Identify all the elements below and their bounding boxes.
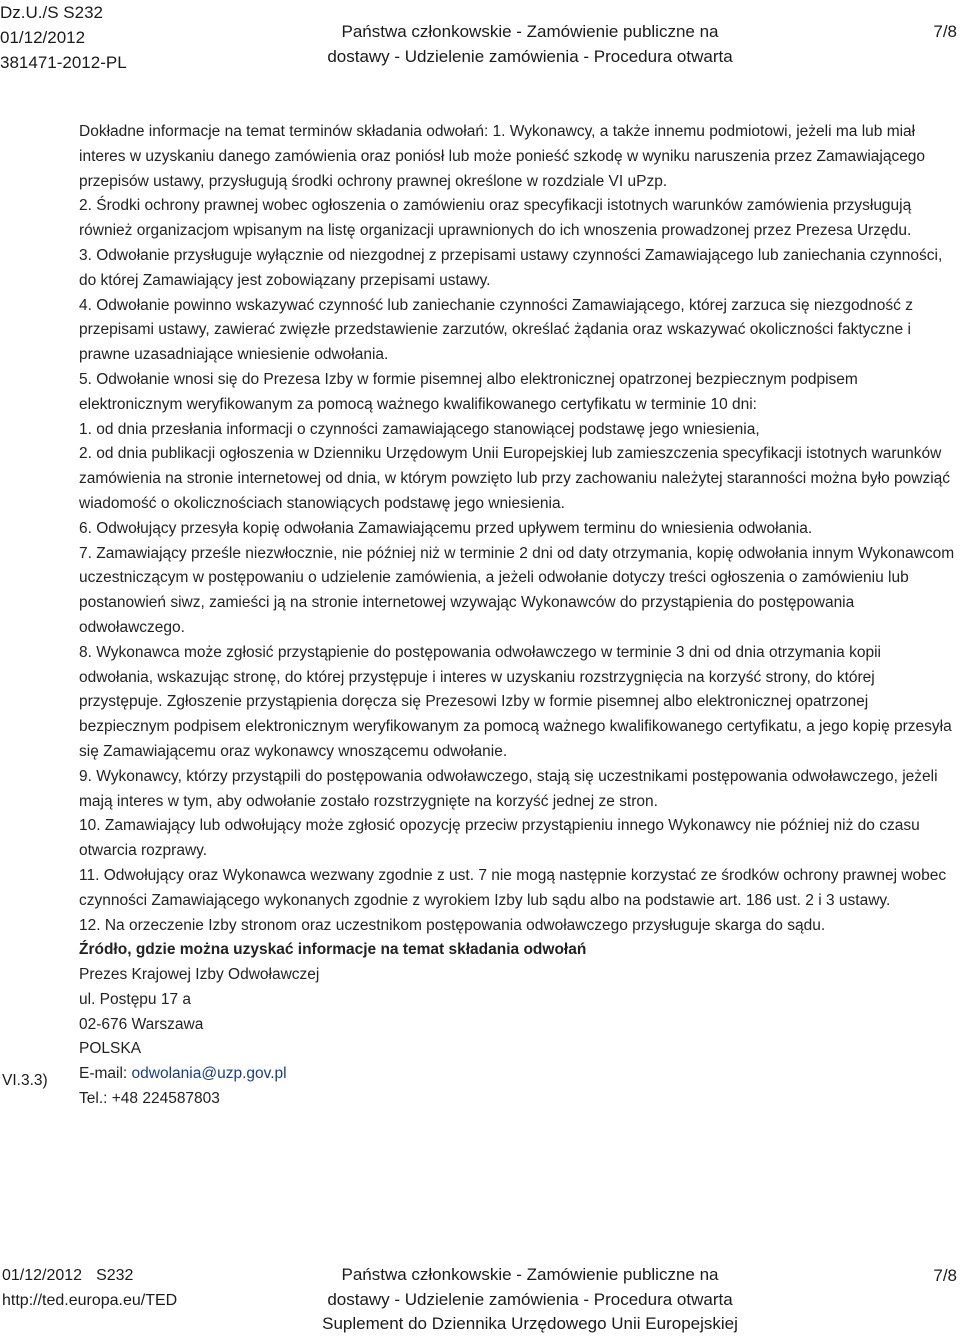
address-street: ul. Postępu 17 a <box>79 990 192 1008</box>
paragraph: 10. Zamawiający lub odwołujący może zgłosić opozycję przeciw przystąpieniu innego Wykonawcy nie później niż do czasu otwarcia rozprawy. <box>79 817 920 860</box>
header-page-number: 7/8 <box>933 22 957 41</box>
section-title: Źródło, gdzie można uzyskać informacje na temat składania odwołań <box>79 941 587 959</box>
paragraph: 11. Odwołujący oraz Wykonawca wezwany zgodnie z ust. 7 nie mogą następnie korzystać ze środków ochrony prawnej wobec czynności Zamawiającego wykonanych zgodnie z wyrokiem Izby lub sądu albo na podstawie art. 186 ust. 2 i 3 ustawy. <box>79 866 947 909</box>
email-label: E-mail: <box>79 1065 132 1083</box>
footer-title-line1: Państwa członkowskie - Zamówienie publiczne na <box>341 1265 719 1284</box>
header-title <box>260 19 800 69</box>
footer-title-line2: dostawy - Udzielenie zamówienia - Procedura otwarta <box>327 1289 733 1309</box>
email-row <box>79 1062 955 1087</box>
document-body <box>79 120 955 1112</box>
paragraph: 4. Odwołanie powinno wskazywać czynność lub zaniechanie czynności Zamawiającego, której zarzuca się niezgodność z przepisami ustawy, zawierać zwięzłe przedstawienie zarzutów, określać żądania oraz wskazywać okoliczności faktyczne i prawne uzasadniające wniesienie odwołania. <box>79 296 913 364</box>
paragraph: 3. Odwołanie przysługuje wyłącznie od niezgodnej z przepisami ustawy czynności Zamawiającego lub zaniechania czynności, do której Zamawiający jest zobowiązany przepisami ustawy. <box>79 246 943 289</box>
address-country: POLSKA <box>79 1040 142 1058</box>
paragraph: 6. Odwołujący przesyła kopię odwołania Zamawiającemu przed upływem terminu do wniesienia odwołania. <box>79 519 813 537</box>
header-title-line1: Państwa członkowskie - Zamówienie publiczne na <box>341 22 719 41</box>
footer-meta <box>2 1263 242 1313</box>
header-meta <box>0 0 170 75</box>
email-link[interactable]: odwolania@uzp.gov.pl <box>131 1065 287 1083</box>
phone-row: Tel.: +48 224587803 <box>79 1090 220 1108</box>
paragraph: 9. Wykonawcy, którzy przystąpili do postępowania odwoławczego, stają się uczestnikami postępowania odwoławczego, jeżeli mają interes w tym, aby odwołanie zostało rozstrzygnięte na korzyść jednej ze stron. <box>79 767 938 810</box>
footer-title-line3: Suplement do Dziennika Urzędowego Unii Europejskiej <box>322 1314 738 1333</box>
paragraph: Dokładne informacje na temat terminów składania odwołań: 1. Wykonawcy, a także innemu podmiotowi, jeżeli ma lub miał interes w uzyskaniu danego zamówienia oraz poniósł lub może ponieść szkodę w wyniku naruszenia przez Zamawiającego przepisów ustawy, przysługują środki ochrony prawnej określone w rozdziale VI uPzp. <box>79 123 926 190</box>
org-name: Prezes Krajowej Izby Odwoławczej <box>79 966 320 984</box>
notice-id: 381471-2012-PL <box>0 53 127 72</box>
footer-title <box>260 1263 800 1337</box>
header-title-line2: dostawy - Udzielenie zamówienia - Procedura otwarta <box>327 47 733 66</box>
footer-issue: S232 <box>96 1267 134 1284</box>
journal-ref: Dz.U./S S232 <box>0 3 103 22</box>
paragraph: 2. od dnia publikacji ogłoszenia w Dzienniku Urzędowym Unii Europejskiej lub zamieszczenia specyfikacji istotnych warunków zamówienia na stronie internetowej od dnia, w którym powzięto lub przy zachowaniu należytej staranności można było powziąć wiadomość o okolicznościach stanowiących podstawę jego wniesienia. <box>79 445 951 512</box>
footer-date-issue <box>2 1263 242 1288</box>
paragraph: 12. Na orzeczenie Izby stronom oraz uczestnikom postępowania odwoławczego przysługuje skarga do sądu. <box>79 916 826 934</box>
section-number: VI.3.3) <box>2 1072 48 1089</box>
paragraph: 7. Zamawiający prześle niezwłocznie, nie później niż w terminie 2 dni od daty otrzymania, kopię odwołania innym Wykonawcom uczestniczącym w postępowaniu o udzielenie zamówienia, a jeżeli odwołanie dotyczy treści ogłoszenia o zamówieniu lub postanowień siwz, zamieści ją na stronie internetowej wzywając Wykonawców do przystąpienia do postępowania odwoławczego. <box>79 544 955 636</box>
paragraph: 8. Wykonawca może zgłosić przystąpienie do postępowania odwoławczego w terminie 3 dni od dnia otrzymania kopii odwołania, wskazując stronę, do której przystępuje i interes w uzyskaniu rozstrzygnięcia na korzyść strony, do której przystępuje. Zgłoszenie przystąpienia doręcza się Prezesowi Izby w formie pisemnej albo elektronicznej opatrzonej bezpiecznym podpisem elektronicznym weryfikowanym za pomocą ważnego kwalifikowanego certyfikatu, a jego kopię przesyła się Zamawiającemu oraz wykonawcy wnoszącemu odwołanie. <box>79 643 952 760</box>
header-date: 01/12/2012 <box>0 28 86 47</box>
footer-page-number: 7/8 <box>933 1266 957 1285</box>
footer-date: 01/12/2012 <box>2 1267 83 1284</box>
appeal-info-section <box>79 938 955 1112</box>
footer-url[interactable]: http://ted.europa.eu/TED <box>2 1292 178 1309</box>
paragraph: 5. Odwołanie wnosi się do Prezesa Izby w formie pisemnej albo elektronicznej opatrzonej bezpiecznym podpisem elektronicznym weryfikowanym za pomocą ważnego kwalifikowanego certyfikatu w terminie 10 dni: <box>79 370 858 413</box>
paragraph: 1. od dnia przesłania informacji o czynności zamawiającego stanowiącej podstawę jego wniesienia, <box>79 420 760 438</box>
address-city: 02-676 Warszawa <box>79 1015 204 1033</box>
paragraph: 2. Środki ochrony prawnej wobec ogłoszenia o zamówieniu oraz specyfikacji istotnych warunków zamówienia przysługują również organizacjom wpisanym na listę organizacji uprawnionych do ich wnoszenia prowadzonej przez Prezesa Urzędu. <box>79 197 912 240</box>
